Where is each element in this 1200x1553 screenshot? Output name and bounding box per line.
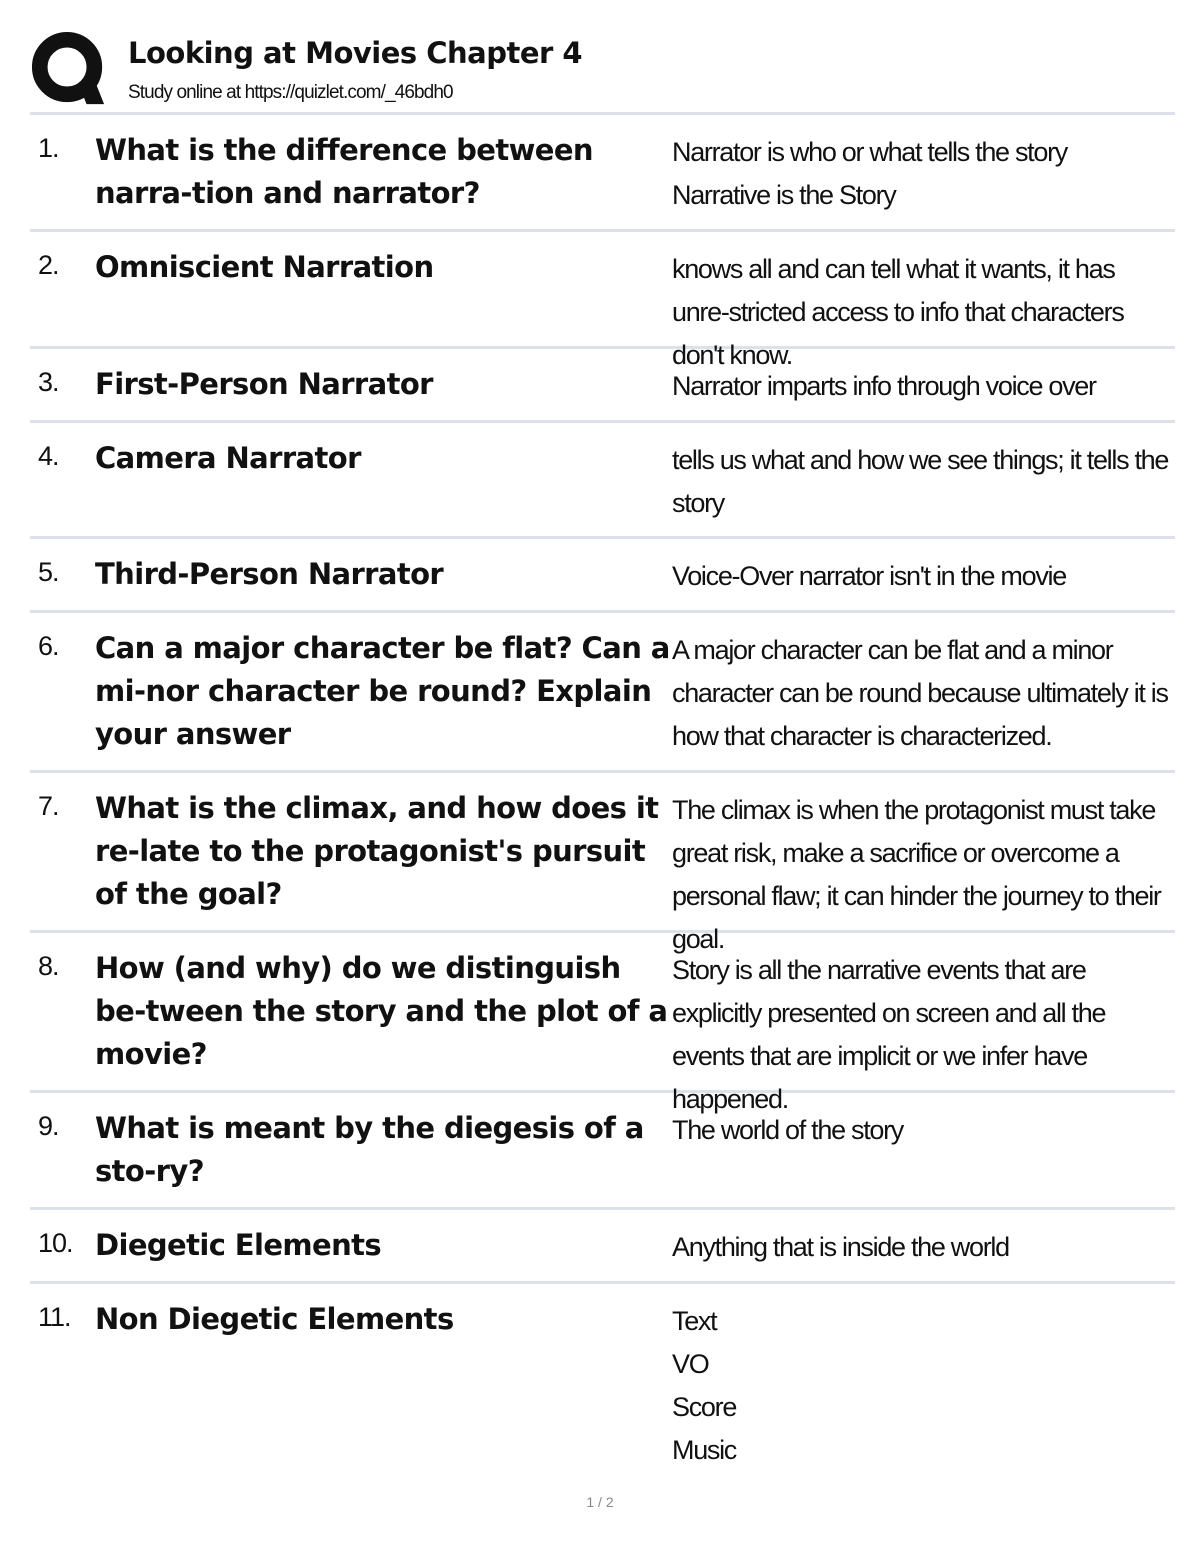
card-definition: Narrator imparts info through voice over	[672, 371, 1096, 401]
card-term: What is the difference between narra-tion and narrator?	[95, 133, 593, 210]
card-definition: Voice-Over narrator isn't in the movie	[672, 561, 1066, 591]
card-term: Camera Narrator	[95, 441, 361, 475]
flashcard-row	[30, 539, 1175, 613]
page-number: 1 / 2	[586, 1494, 614, 1510]
flashcard-row	[30, 1093, 1175, 1210]
document-header	[30, 28, 1175, 110]
flashcard-list	[30, 112, 1175, 1484]
card-term: What is meant by the diegesis of a sto-ry?	[95, 1111, 644, 1188]
flashcard-row	[30, 349, 1175, 423]
flashcard-row	[30, 423, 1175, 539]
card-number: 1.	[38, 133, 59, 163]
card-number: 8.	[38, 951, 59, 981]
card-definition: A major character can be flat and a minor character can be round because ultimately it is how that character is characterized.	[672, 635, 1168, 751]
flashcard-row	[30, 1210, 1175, 1284]
card-term: How (and why) do we distinguish be-tween the story and the plot of a movie?	[95, 951, 668, 1071]
flashcard-row	[30, 115, 1175, 232]
flashcard-row	[30, 1284, 1175, 1484]
study-online-link[interactable]: Study online at https://quizlet.com/_46bdh0	[128, 82, 453, 103]
card-definition: tells us what and how we see things; it tells the story	[672, 445, 1169, 518]
card-term: Can a major character be flat? Can a mi-nor character be round? Explain your answer	[95, 631, 670, 751]
card-number: 6.	[38, 631, 59, 661]
flashcard-row	[30, 933, 1175, 1114]
card-definition: knows all and can tell what it wants, it has unre-stricted access to info that characters don't know.	[672, 254, 1124, 370]
card-term: Third-Person Narrator	[95, 557, 444, 591]
quizlet-logo-icon	[30, 30, 108, 108]
card-number: 10.	[38, 1228, 73, 1258]
card-number: 3.	[38, 367, 59, 397]
card-term: Omniscient Narration	[95, 250, 434, 284]
card-number: 4.	[38, 441, 59, 471]
card-number: 9.	[38, 1111, 59, 1141]
flashcard-row	[30, 773, 1175, 954]
card-definition: Text VO Score Music	[672, 1306, 737, 1465]
card-number: 5.	[38, 557, 59, 587]
flashcard-row	[30, 232, 1175, 370]
card-number: 11.	[38, 1302, 71, 1332]
card-term: What is the climax, and how does it re-late to the protagonist's pursuit of the goal?	[95, 791, 659, 911]
card-definition: The climax is when the protagonist must take great risk, make a sacrifice or overcome a personal flaw; it can hinder the journey to their goal.	[672, 795, 1161, 954]
card-term: Diegetic Elements	[95, 1228, 382, 1262]
card-definition: Story is all the narrative events that are explicitly presented on screen and all the events that are implicit or we infer have happened.	[672, 955, 1106, 1114]
flashcard-row	[30, 613, 1175, 773]
card-definition: The world of the story	[672, 1115, 904, 1145]
card-term: First-Person Narrator	[95, 367, 433, 401]
card-number: 2.	[38, 250, 59, 280]
card-definition: Narrator is who or what tells the story Narrative is the Story	[672, 137, 1067, 210]
card-term: Non Diegetic Elements	[95, 1302, 454, 1336]
card-definition: Anything that is inside the world	[672, 1232, 1009, 1262]
card-number: 7.	[38, 791, 59, 821]
document-title: Looking at Movies Chapter 4	[128, 36, 583, 70]
